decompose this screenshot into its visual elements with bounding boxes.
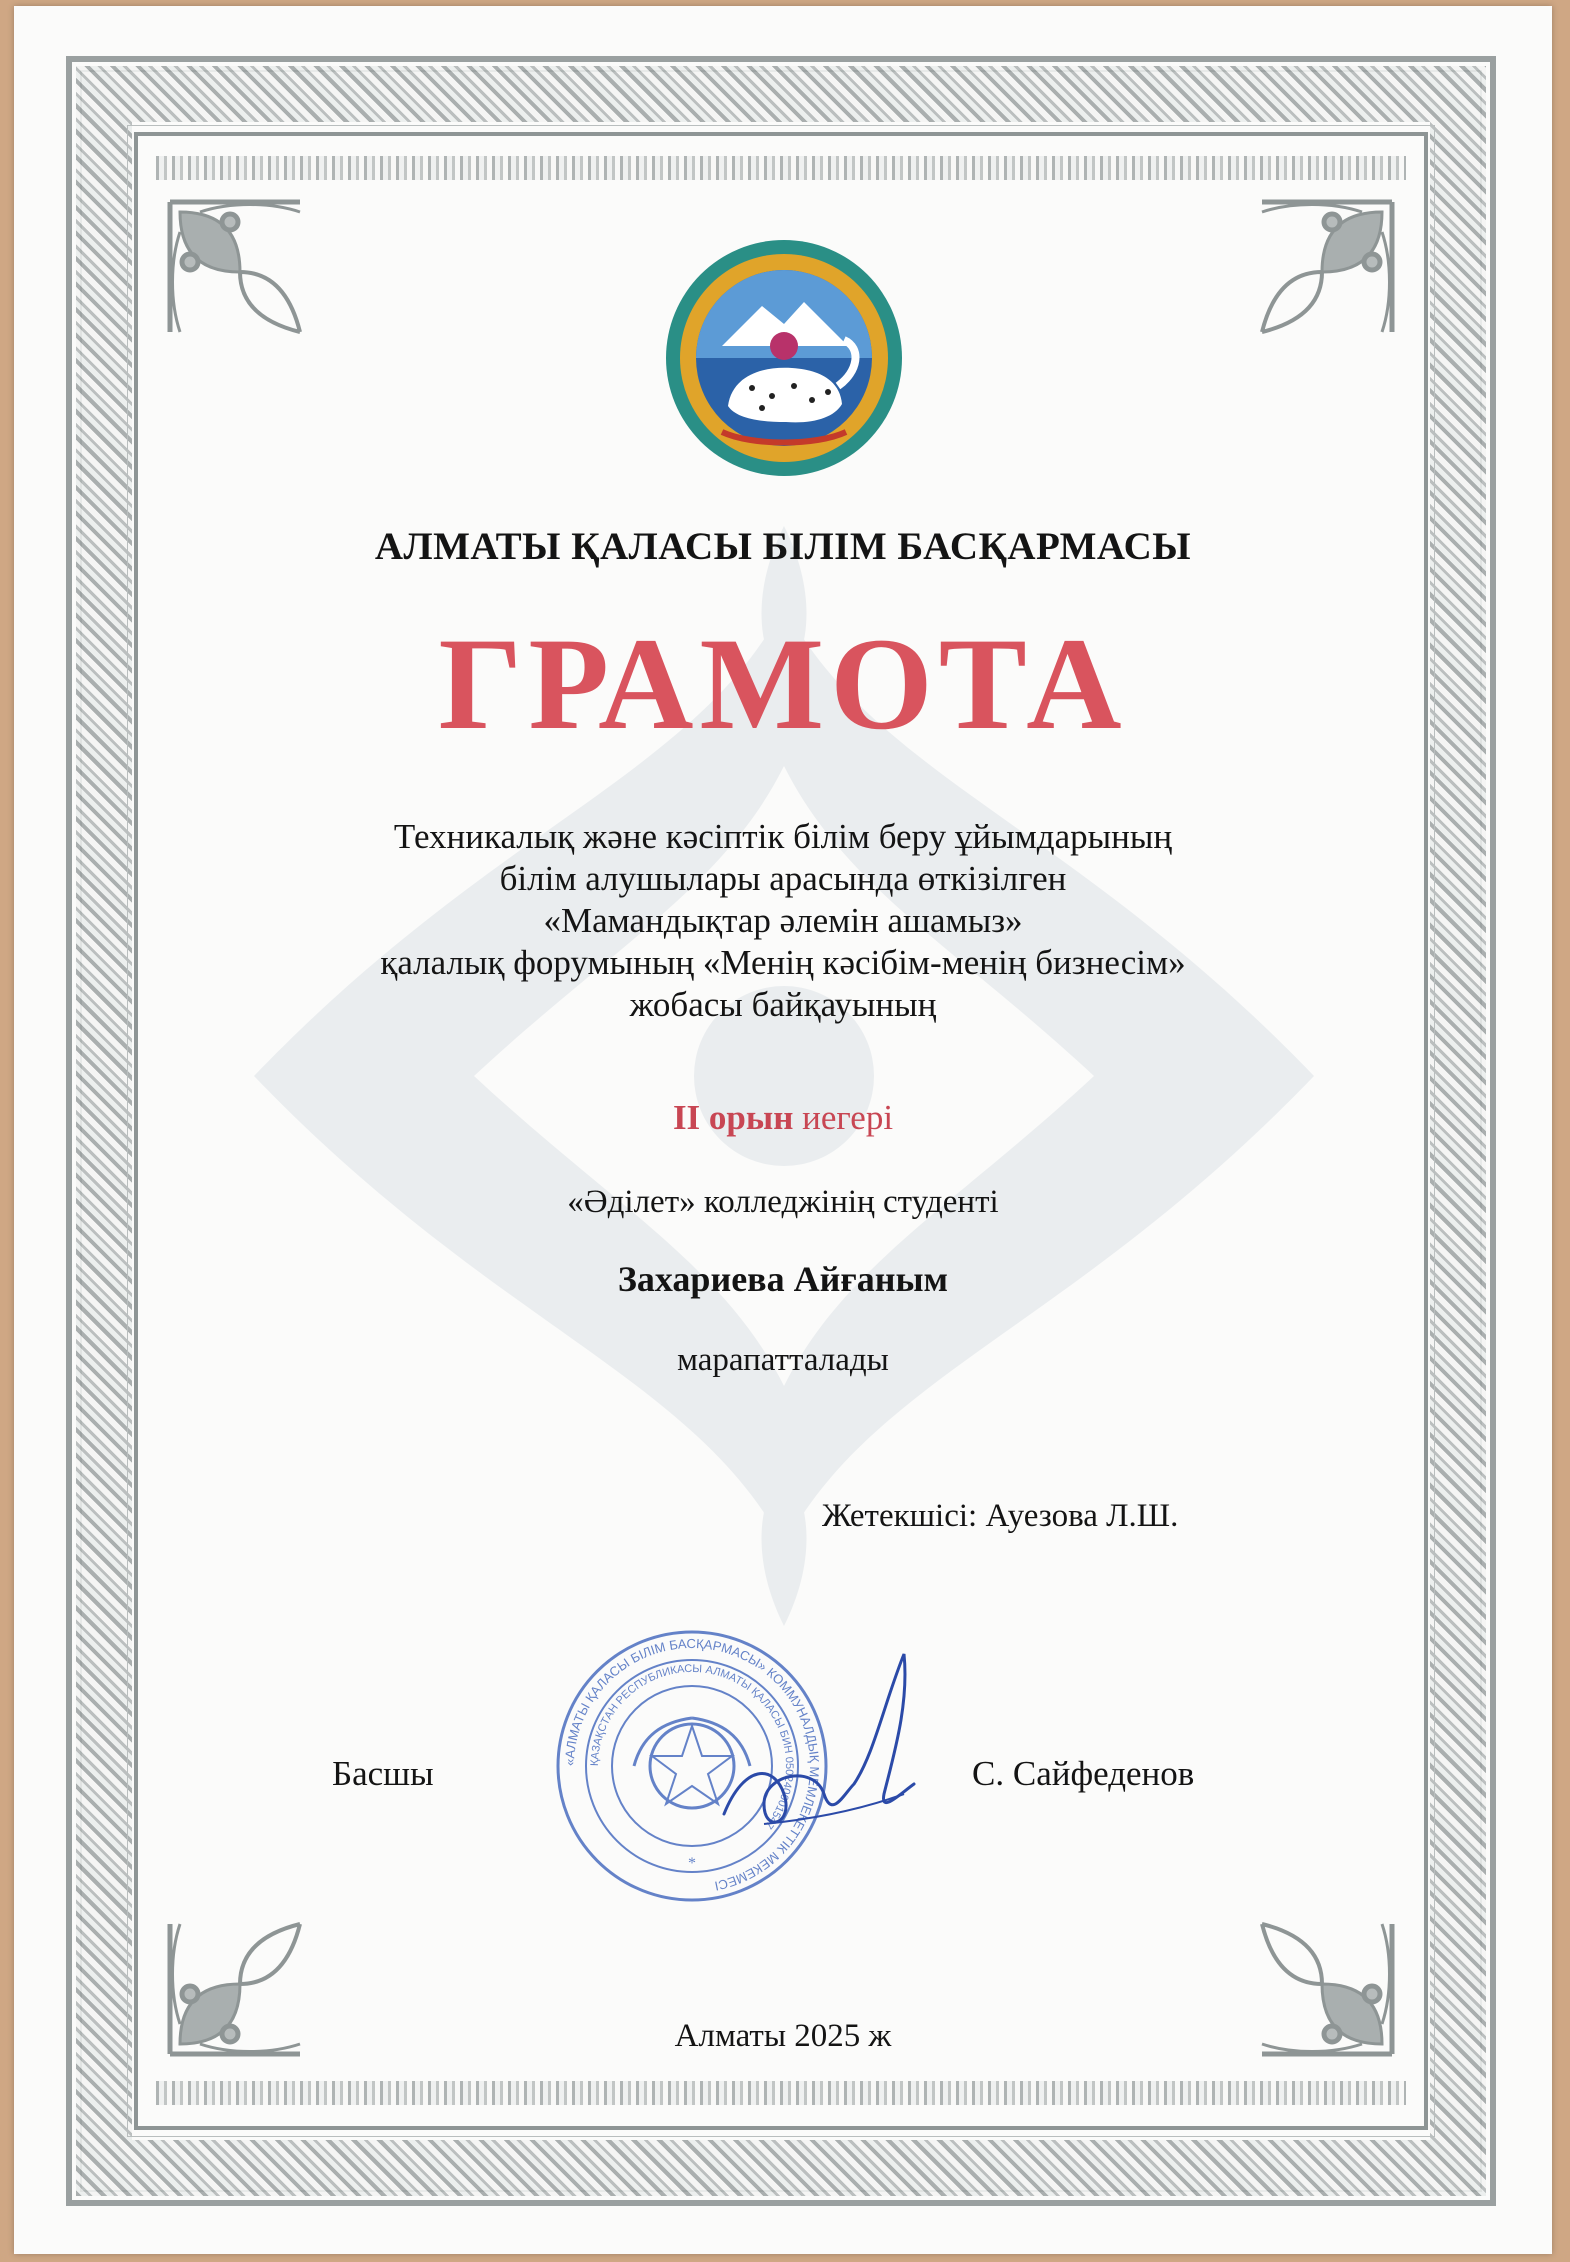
stamp-outer-text: «АЛМАТЫ ҚАЛАСЫ БІЛІМ БАСҚАРМАСЫ» КОММУНАЛДЫҚ МЕМЛЕКЕТТІК МЕКЕМЕСІ bbox=[561, 1635, 823, 1894]
description-line: қалалық форумының «Менің кәсібім-менің бизнесім» bbox=[380, 943, 1186, 982]
inner-ornament-band-bottom bbox=[156, 2081, 1406, 2105]
description-line: білім алушылары арасында өткізілген bbox=[499, 859, 1067, 898]
supervisor-label: Жетекшісі: Ауезова Л.Ш. bbox=[822, 1498, 1179, 1534]
signature-icon bbox=[704, 1644, 944, 1864]
certificate-page bbox=[14, 6, 1552, 2254]
corner-ornament-icon bbox=[1252, 192, 1402, 342]
corner-ornament-icon bbox=[160, 192, 310, 342]
footer-place-year: Алматы 2025 ж bbox=[674, 2018, 892, 2054]
stamp-inner-text: ҚАЗАҚСТАН РЕСПУБЛИКАСЫ АЛМАТЫ ҚАЛАСЫ БИН 050240001547 bbox=[588, 1662, 796, 1832]
organization-name: АЛМАТЫ ҚАЛАСЫ БІЛІМ БАСҚАРМАСЫ bbox=[374, 525, 1192, 568]
student-name: Захариева Айғаным bbox=[617, 1259, 949, 1299]
svg-text:*: * bbox=[688, 1855, 696, 1872]
description-line: «Мамандықтар әлемін ашамыз» bbox=[543, 901, 1023, 940]
place-bold: II орын bbox=[672, 1098, 794, 1137]
place-rest: иегері bbox=[793, 1098, 894, 1137]
inner-ornament-band-top bbox=[156, 156, 1406, 180]
almaty-emblem-icon bbox=[662, 236, 906, 480]
awarded-label: марапатталады bbox=[677, 1342, 889, 1378]
award-description bbox=[214, 816, 1352, 1026]
head-name: С. Сайфеденов bbox=[972, 1754, 1195, 1793]
description-line: жобасы байқауының bbox=[629, 985, 937, 1024]
head-label: Басшы bbox=[332, 1754, 434, 1793]
description-line: Техникалық және кәсіптік білім беру ұйымдарының bbox=[393, 817, 1173, 856]
page-title: ГРАМОТА bbox=[438, 610, 1128, 757]
place-label bbox=[214, 1098, 1352, 1138]
college-label: «Әділет» колледжінің студенті bbox=[567, 1184, 999, 1220]
